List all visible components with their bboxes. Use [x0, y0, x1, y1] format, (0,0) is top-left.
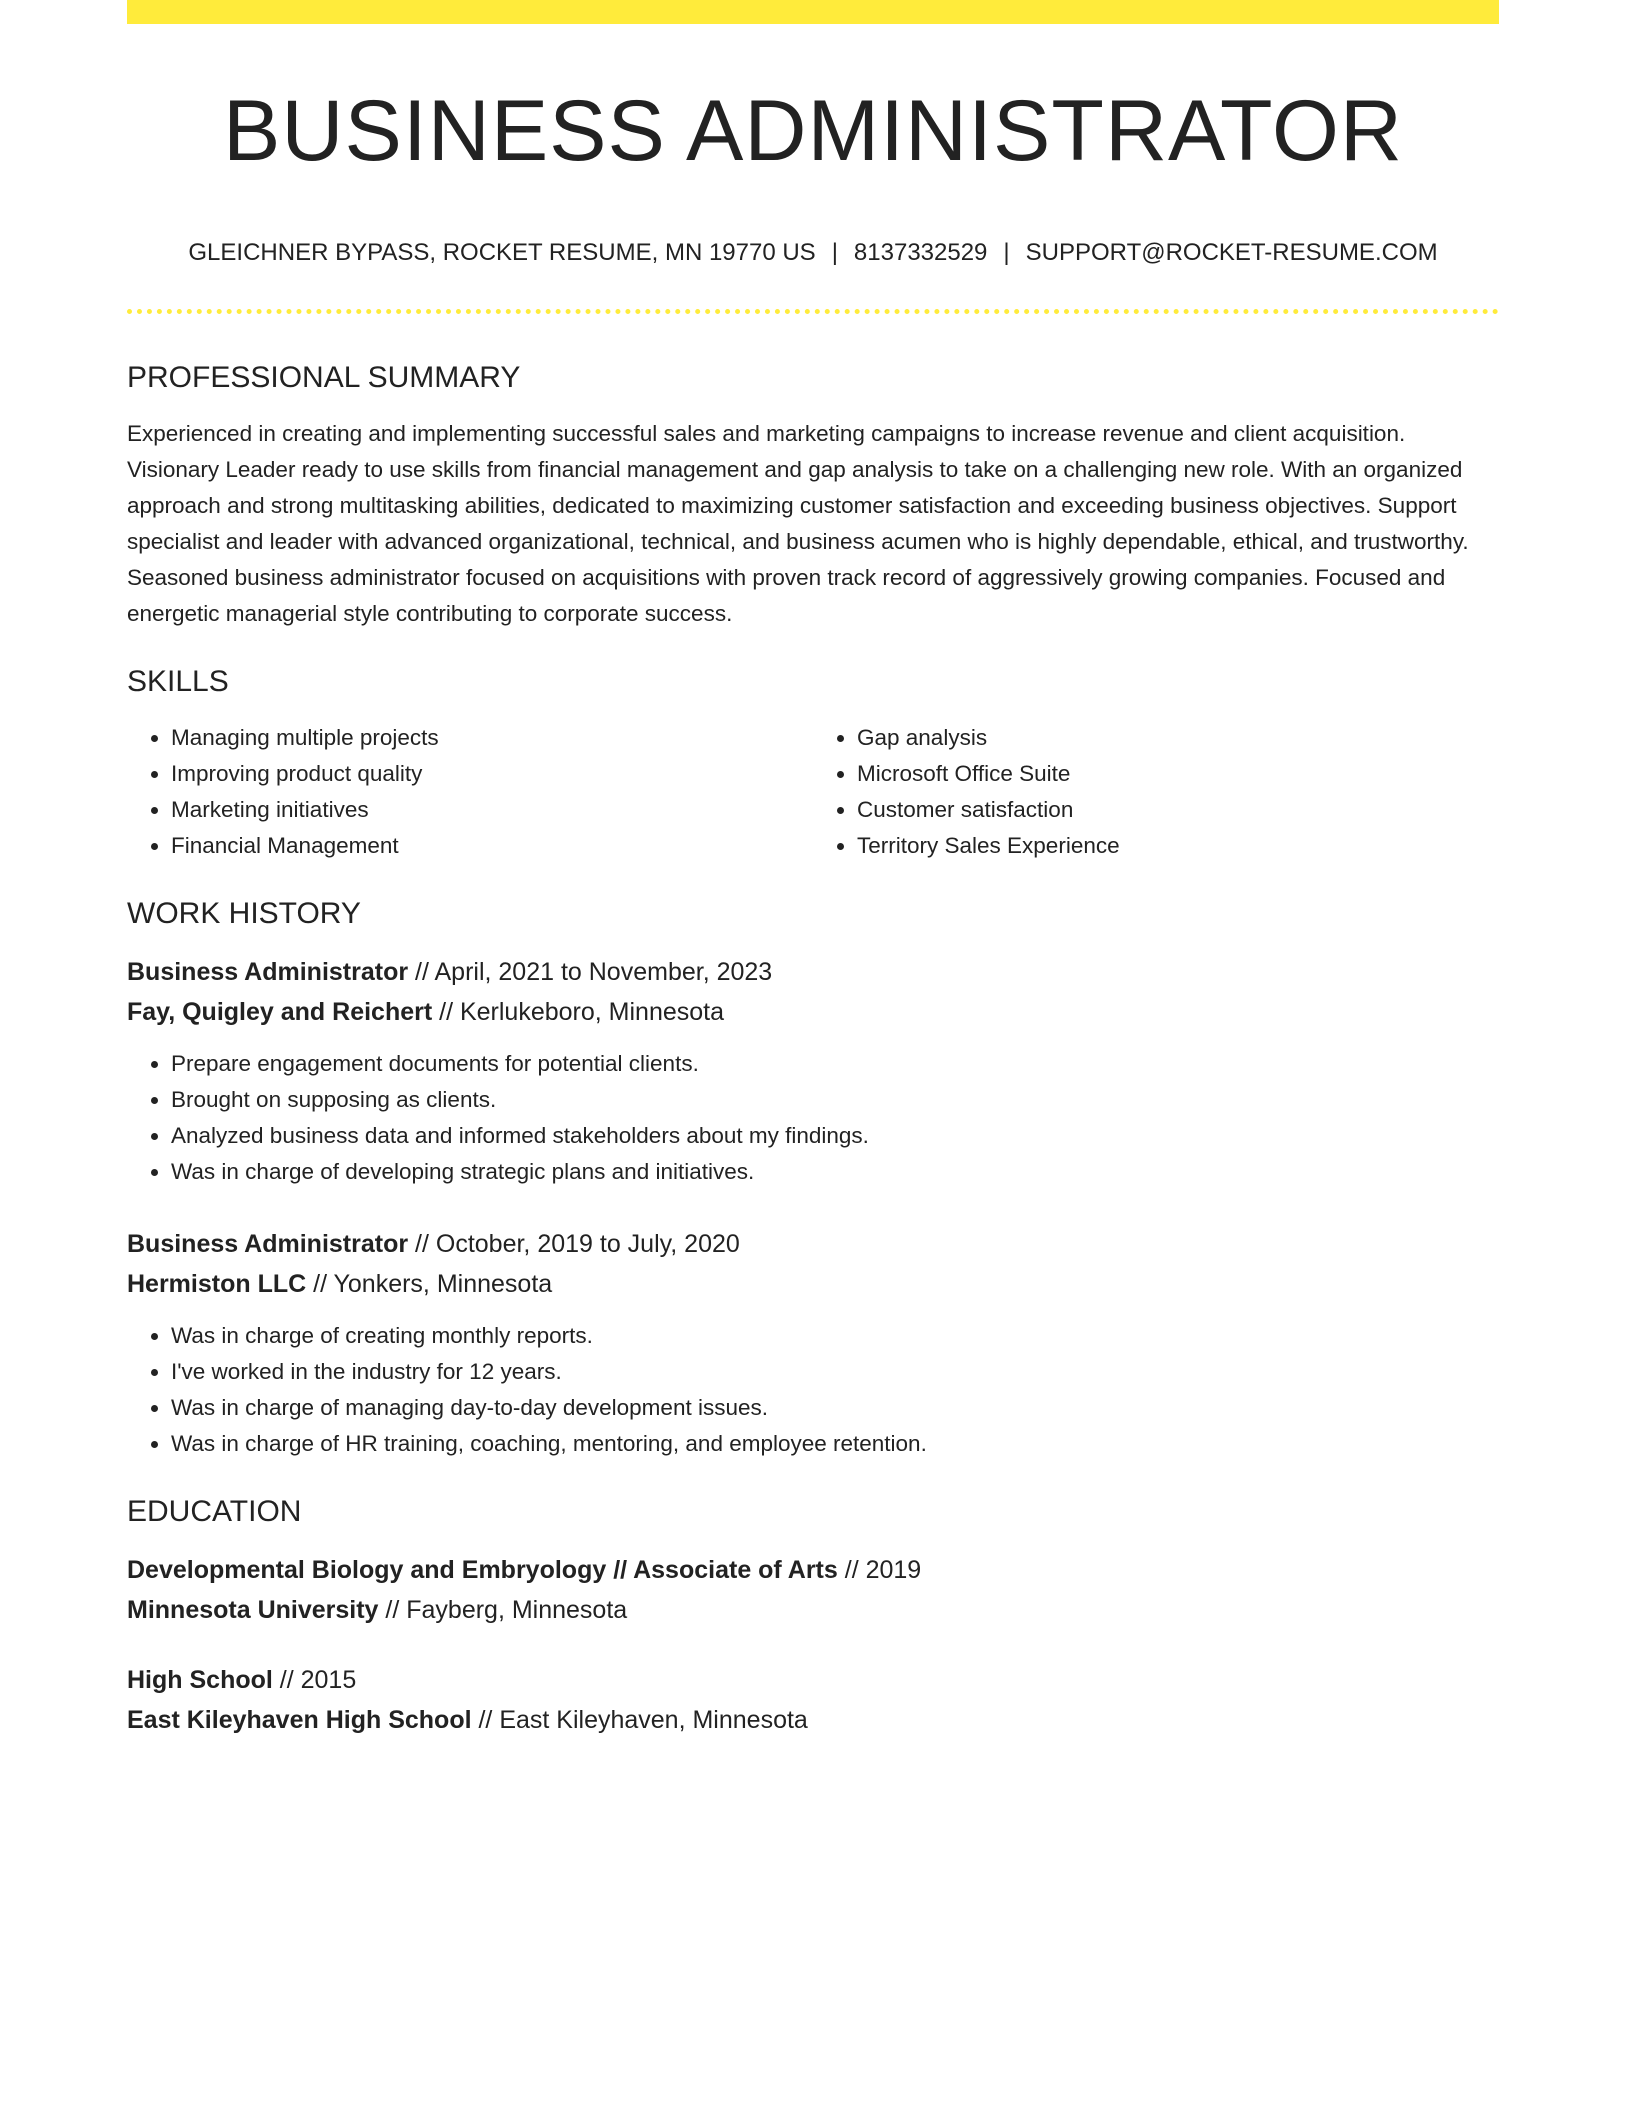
skill-item: • Financial Management: [171, 828, 813, 864]
job-bullet: • Was in charge of creating monthly reports.: [171, 1318, 1499, 1354]
job-role: Business Administrator: [127, 957, 409, 986]
education-school: East Kileyhaven High School: [127, 1705, 472, 1734]
job-company: Hermiston LLC: [127, 1269, 307, 1298]
job-company-line: [127, 1264, 1499, 1304]
header-divider: [127, 309, 1499, 314]
skill-item: • Territory Sales Experience: [857, 828, 1499, 864]
education-entry: [127, 1660, 1499, 1740]
contact-phone: 8137332529: [853, 238, 988, 266]
job-entry: [127, 952, 1499, 1190]
job-bullet: • Was in charge of developing strategic plans and initiatives.: [171, 1154, 1499, 1190]
summary-text: Experienced in creating and implementing successful sales and marketing campaigns to increase revenue and client acquisition. Visionary Leader ready to use skills from financial management and gap analysis to take on a challenging new role. With an organized approach and strong multitasking abilities, dedicated to maximizing customer satisfaction and exceeding business objectives. Support specialist and leader with advanced organizational, technical, and business acumen who is highly dependable, ethical, and trustworthy. Seasoned business administrator focused on acquisitions with proven track record of aggressively growing companies. Focused and energetic managerial style contributing to corporate success.: [127, 420, 1469, 626]
top-accent-bar: [127, 0, 1499, 24]
contact-address: GLEICHNER BYPASS, ROCKET RESUME, MN 19770 US: [188, 238, 816, 266]
education-school-line: [127, 1700, 1499, 1740]
job-entry: [127, 1224, 1499, 1462]
contact-line: [127, 237, 1499, 269]
job-company-line: [127, 992, 1499, 1032]
job-bullet: • Prepare engagement documents for potential clients.: [171, 1046, 1499, 1082]
job-bullet: • Was in charge of HR training, coaching, mentoring, and employee retention.: [171, 1426, 1499, 1462]
job-role: Business Administrator: [127, 1229, 409, 1258]
job-location: // Kerlukeboro, Minnesota: [432, 997, 725, 1026]
education-degree-line: [127, 1660, 1499, 1700]
job-bullet: • I've worked in the industry for 12 years.: [171, 1354, 1499, 1390]
skill-item: • Gap analysis: [857, 720, 1499, 756]
work-history-heading: WORK HISTORY: [127, 896, 361, 930]
summary-heading: PROFESSIONAL SUMMARY: [127, 360, 521, 394]
skill-item: • Microsoft Office Suite: [857, 756, 1499, 792]
job-location: // Yonkers, Minnesota: [306, 1269, 553, 1298]
education-location: // East Kileyhaven, Minnesota: [471, 1705, 808, 1734]
job-company: Fay, Quigley and Reichert: [127, 997, 433, 1026]
education-degree: Developmental Biology and Embryology // Associate of Arts: [127, 1555, 838, 1584]
job-title-line: [127, 1224, 1499, 1264]
contact-separator: |: [1003, 238, 1010, 266]
education-degree: High School: [127, 1665, 273, 1694]
job-bullets: [127, 1318, 1499, 1462]
candidate-name: BUSINESS ADMINISTRATOR: [222, 83, 1404, 179]
skills-list: [127, 720, 1499, 864]
job-bullet: • Analyzed business data and informed stakeholders about my findings.: [171, 1118, 1499, 1154]
job-dates: // April, 2021 to November, 2023: [408, 957, 773, 986]
skill-item: • Improving product quality: [171, 756, 813, 792]
skills-column-right: [813, 720, 1499, 864]
job-bullets: [127, 1046, 1499, 1190]
education-entry: [127, 1550, 1499, 1630]
skill-item: • Marketing initiatives: [171, 792, 813, 828]
education-school: Minnesota University: [127, 1595, 379, 1624]
job-title-line: [127, 952, 1499, 992]
resume-page: [127, 0, 1499, 1740]
education-year: // 2019: [837, 1555, 922, 1584]
skill-item: • Managing multiple projects: [171, 720, 813, 756]
job-bullet: • Was in charge of managing day-to-day development issues.: [171, 1390, 1499, 1426]
education-school-line: [127, 1590, 1499, 1630]
education-heading: EDUCATION: [127, 1494, 302, 1528]
job-dates: // October, 2019 to July, 2020: [408, 1229, 740, 1258]
skills-heading: SKILLS: [127, 664, 229, 698]
education-location: // Fayberg, Minnesota: [378, 1595, 628, 1624]
education-degree-line: [127, 1550, 1499, 1590]
job-bullet: • Brought on supposing as clients.: [171, 1082, 1499, 1118]
contact-email: SUPPORT@ROCKET-RESUME.COM: [1025, 238, 1438, 266]
skill-item: • Customer satisfaction: [857, 792, 1499, 828]
education-year: // 2015: [272, 1665, 357, 1694]
skills-column-left: [127, 720, 813, 864]
contact-separator: |: [831, 238, 838, 266]
